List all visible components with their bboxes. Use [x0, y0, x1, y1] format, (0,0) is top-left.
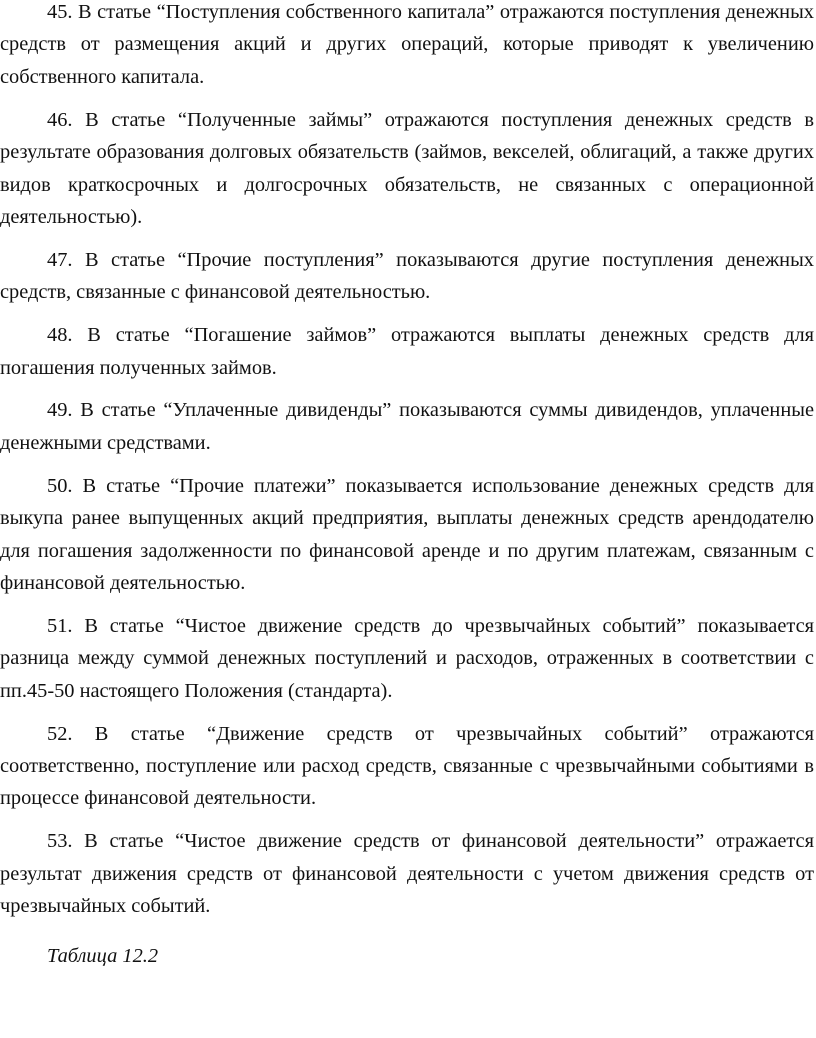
paragraph-53: 53. В статье “Чистое движение средств от финансовой деятельности” отражается результат движения средств от финансовой деятельности с учетом движения средств от чрезвычайных событий.: [0, 830, 814, 918]
paragraph-50: 50. В статье “Прочие платежи” показывается использование денежных средств для выкупа ранее выпущенных акций предприятия, выплаты денежных средств арендодателю для погашения задолженности по финансовой аренде и по другим платежам, связанным с финансовой деятельностью.: [0, 474, 814, 594]
paragraph-52: 52. В статье “Движение средств от чрезвычайных событий” отражаются соответственно, поступление или расход средств, связанные с чрезвычайными событиями в процессе финансовой деятельности.: [0, 722, 814, 810]
paragraph-46: 46. В статье “Полученные займы” отражаются поступления денежных средств в результате образования долговых обязательств (займов, векселей, облигаций, а также других видов краткосрочных и долгосрочных обязательств, не связанных с операционной деятельностью).: [0, 108, 814, 228]
table-caption: Таблица 12.2: [47, 945, 159, 967]
paragraph-48: 48. В статье “Погашение займов” отражаются выплаты денежных средств для погашения полученных займов.: [0, 324, 814, 379]
paragraph-51: 51. В статье “Чистое движение средств до чрезвычайных событий” показывается разница между суммой денежных поступлений и расходов, отраженных в соответствии с пп.45-50 настоящего Положения (стандарта).: [0, 614, 814, 702]
paragraph-47: 47. В статье “Прочие поступления” показываются другие поступления денежных средств, связанные с финансовой деятельностью.: [0, 248, 814, 304]
paragraph-49: 49. В статье “Уплаченные дивиденды” показываются суммы дивидендов, уплаченные денежными средствами.: [0, 399, 814, 454]
paragraph-45: 45. В статье “Поступления собственного капитала” отражаются поступления денежных средств от размещения акций и других операций, которые приводят к увеличению собственного капитала.: [0, 1, 814, 88]
